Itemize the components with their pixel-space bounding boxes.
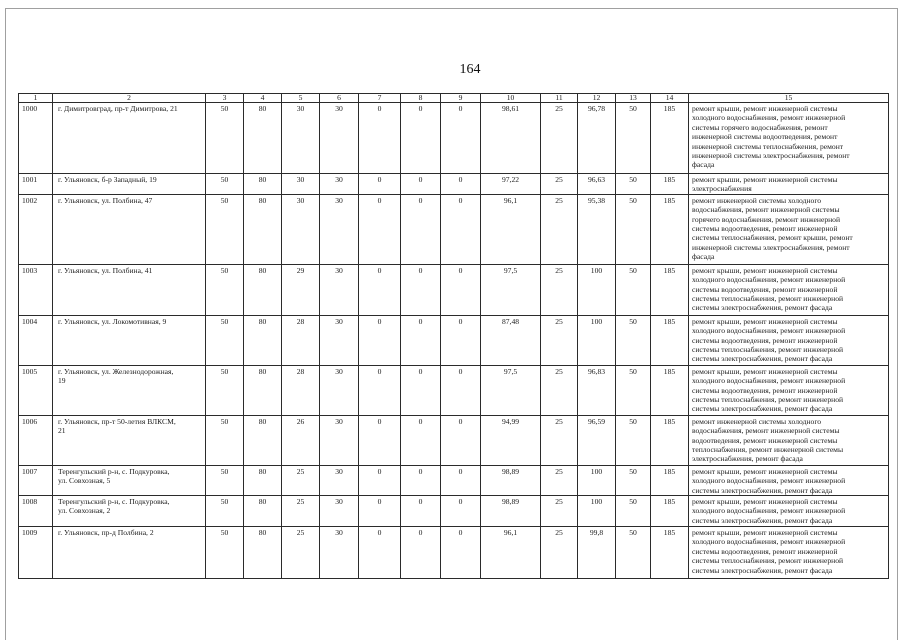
value-cell: 96,1	[481, 527, 541, 579]
table-row	[19, 103, 889, 174]
table-row	[19, 194, 889, 264]
table-row	[19, 527, 889, 579]
row-number-cell: 1007	[19, 465, 53, 495]
value-cell: 25	[541, 527, 578, 579]
row-number-cell: 1008	[19, 496, 53, 527]
value-cell: 50	[206, 365, 244, 415]
value-cell: 0	[401, 174, 441, 195]
table-row	[19, 264, 889, 315]
value-cell: 50	[616, 315, 651, 365]
value-cell: 30	[282, 194, 320, 264]
value-cell: 0	[441, 174, 481, 195]
row-number-cell: 1003	[19, 264, 53, 315]
row-number-cell: 1001	[19, 174, 53, 195]
value-cell: 80	[244, 315, 282, 365]
value-cell: 80	[244, 496, 282, 527]
value-cell: 50	[616, 264, 651, 315]
value-cell: 94,99	[481, 415, 541, 465]
value-cell: 99,8	[578, 527, 616, 579]
header-cell: 13	[616, 94, 651, 103]
value-cell: 0	[359, 365, 401, 415]
value-cell: 96,1	[481, 194, 541, 264]
value-cell: 96,78	[578, 103, 616, 174]
value-cell: 96,59	[578, 415, 616, 465]
data-table	[18, 93, 889, 579]
row-number-cell: 1005	[19, 365, 53, 415]
works-cell: ремонт крыши, ремонт инженерной системы холодного водоснабжения, ремонт инженерной системы водоотведения, ремонт инженерной системы теплоснабжения, ремонт инженерной системы электроснабжения, ремонт фасада	[689, 365, 889, 415]
value-cell: 50	[206, 465, 244, 495]
value-cell: 100	[578, 264, 616, 315]
value-cell: 0	[359, 496, 401, 527]
address-cell: Теренгульский р-н, с. Подкуровка, ул. Совхозная, 5	[53, 465, 206, 495]
value-cell: 25	[541, 315, 578, 365]
value-cell: 25	[541, 365, 578, 415]
address-cell: г. Ульяновск, ул. Полбина, 47	[53, 194, 206, 264]
header-cell: 7	[359, 94, 401, 103]
value-cell: 25	[541, 264, 578, 315]
works-cell: ремонт инженерной системы холодного водоснабжения, ремонт инженерной системы водоотведения, ремонт инженерной системы теплоснабжения, ремонт инженерной системы электроснабжения, ремонт фасада	[689, 415, 889, 465]
value-cell: 50	[616, 496, 651, 527]
value-cell: 50	[206, 527, 244, 579]
value-cell: 30	[320, 365, 359, 415]
row-number-cell: 1000	[19, 103, 53, 174]
value-cell: 80	[244, 465, 282, 495]
works-cell: ремонт крыши, ремонт инженерной системы электроснабжения	[689, 174, 889, 195]
works-cell: ремонт крыши, ремонт инженерной системы холодного водоснабжения, ремонт инженерной системы водоотведения, ремонт инженерной системы теплоснабжения, ремонт инженерной системы электроснабжения, ремонт фасада	[689, 315, 889, 365]
address-cell: Теренгульский р-н, с. Подкуровка, ул. Совхозная, 2	[53, 496, 206, 527]
value-cell: 0	[441, 496, 481, 527]
value-cell: 30	[320, 315, 359, 365]
address-cell: г. Ульяновск, ул. Железнодорожная, 19	[53, 365, 206, 415]
value-cell: 0	[359, 194, 401, 264]
value-cell: 80	[244, 264, 282, 315]
row-number-cell: 1006	[19, 415, 53, 465]
value-cell: 185	[651, 415, 689, 465]
header-cell: 14	[651, 94, 689, 103]
value-cell: 25	[282, 465, 320, 495]
value-cell: 50	[616, 194, 651, 264]
value-cell: 25	[541, 496, 578, 527]
value-cell: 96,83	[578, 365, 616, 415]
header-cell: 8	[401, 94, 441, 103]
works-cell: ремонт крыши, ремонт инженерной системы холодного водоснабжения, ремонт инженерной системы горячего водоснабжения, ремонт инженерной системы водоотведения, ремонт инженерной системы теплоснабжения, ремонт инженерной системы электроснабжения, ремонт фасада	[689, 103, 889, 174]
row-number-cell: 1004	[19, 315, 53, 365]
value-cell: 50	[206, 496, 244, 527]
value-cell: 50	[206, 315, 244, 365]
value-cell: 50	[616, 415, 651, 465]
header-cell: 3	[206, 94, 244, 103]
header-cell: 12	[578, 94, 616, 103]
value-cell: 30	[320, 174, 359, 195]
value-cell: 0	[441, 315, 481, 365]
row-number-cell: 1002	[19, 194, 53, 264]
value-cell: 50	[616, 103, 651, 174]
value-cell: 0	[441, 465, 481, 495]
value-cell: 80	[244, 103, 282, 174]
value-cell: 25	[282, 527, 320, 579]
value-cell: 0	[401, 415, 441, 465]
value-cell: 0	[441, 415, 481, 465]
header-cell: 6	[320, 94, 359, 103]
value-cell: 80	[244, 194, 282, 264]
value-cell: 97,22	[481, 174, 541, 195]
value-cell: 100	[578, 315, 616, 365]
value-cell: 185	[651, 264, 689, 315]
value-cell: 98,89	[481, 496, 541, 527]
value-cell: 0	[401, 365, 441, 415]
value-cell: 0	[401, 194, 441, 264]
value-cell: 96,63	[578, 174, 616, 195]
value-cell: 95,38	[578, 194, 616, 264]
value-cell: 185	[651, 174, 689, 195]
table-row	[19, 415, 889, 465]
value-cell: 185	[651, 315, 689, 365]
header-cell: 5	[282, 94, 320, 103]
value-cell: 98,89	[481, 465, 541, 495]
value-cell: 0	[441, 365, 481, 415]
value-cell: 0	[441, 194, 481, 264]
table-row	[19, 365, 889, 415]
header-cell: 2	[53, 94, 206, 103]
value-cell: 28	[282, 365, 320, 415]
value-cell: 50	[206, 415, 244, 465]
value-cell: 87,48	[481, 315, 541, 365]
works-cell: ремонт крыши, ремонт инженерной системы холодного водоснабжения, ремонт инженерной системы водоотведения, ремонт инженерной системы теплоснабжения, ремонт инженерной системы электроснабжения, ремонт фасада	[689, 264, 889, 315]
value-cell: 0	[359, 527, 401, 579]
value-cell: 0	[401, 103, 441, 174]
value-cell: 0	[441, 527, 481, 579]
value-cell: 0	[401, 315, 441, 365]
value-cell: 25	[541, 415, 578, 465]
value-cell: 29	[282, 264, 320, 315]
value-cell: 0	[359, 174, 401, 195]
value-cell: 0	[401, 496, 441, 527]
value-cell: 80	[244, 365, 282, 415]
value-cell: 26	[282, 415, 320, 465]
value-cell: 185	[651, 194, 689, 264]
value-cell: 30	[320, 465, 359, 495]
value-cell: 30	[282, 103, 320, 174]
works-cell: ремонт инженерной системы холодного водоснабжения, ремонт инженерной системы горячего водоснабжения, ремонт инженерной системы водоотведения, ремонт инженерной системы теплоснабжения, ремонт крыши, ремонт инженерной системы электроснабжения, ремонт фасада	[689, 194, 889, 264]
value-cell: 185	[651, 465, 689, 495]
value-cell: 30	[320, 527, 359, 579]
table-header-row	[19, 94, 889, 103]
value-cell: 30	[320, 264, 359, 315]
value-cell: 30	[282, 174, 320, 195]
value-cell: 97,5	[481, 365, 541, 415]
value-cell: 80	[244, 174, 282, 195]
value-cell: 30	[320, 194, 359, 264]
value-cell: 80	[244, 415, 282, 465]
value-cell: 50	[206, 103, 244, 174]
value-cell: 50	[616, 527, 651, 579]
value-cell: 50	[616, 174, 651, 195]
value-cell: 25	[541, 103, 578, 174]
address-cell: г. Димитровград, пр-т Димитрова, 21	[53, 103, 206, 174]
address-cell: г. Ульяновск, пр-т 50-летия ВЛКСМ, 21	[53, 415, 206, 465]
value-cell: 50	[206, 264, 244, 315]
works-cell: ремонт крыши, ремонт инженерной системы холодного водоснабжения, ремонт инженерной системы электроснабжения, ремонт фасада	[689, 465, 889, 495]
address-cell: г. Ульяновск, пр-д Полбина, 2	[53, 527, 206, 579]
value-cell: 0	[401, 264, 441, 315]
value-cell: 0	[401, 465, 441, 495]
value-cell: 50	[206, 194, 244, 264]
value-cell: 185	[651, 103, 689, 174]
value-cell: 25	[541, 194, 578, 264]
table-row	[19, 496, 889, 527]
value-cell: 50	[206, 174, 244, 195]
value-cell: 80	[244, 527, 282, 579]
value-cell: 25	[541, 465, 578, 495]
value-cell: 50	[616, 365, 651, 415]
value-cell: 0	[441, 103, 481, 174]
header-cell: 1	[19, 94, 53, 103]
header-cell: 9	[441, 94, 481, 103]
page-number: 164	[459, 62, 481, 77]
table-row	[19, 174, 889, 195]
value-cell: 30	[320, 103, 359, 174]
value-cell: 25	[282, 496, 320, 527]
header-cell: 11	[541, 94, 578, 103]
table-row	[19, 315, 889, 365]
value-cell: 97,5	[481, 264, 541, 315]
header-cell: 10	[481, 94, 541, 103]
value-cell: 185	[651, 527, 689, 579]
row-number-cell: 1009	[19, 527, 53, 579]
value-cell: 0	[441, 264, 481, 315]
address-cell: г. Ульяновск, ул. Полбина, 41	[53, 264, 206, 315]
works-cell: ремонт крыши, ремонт инженерной системы холодного водоснабжения, ремонт инженерной системы водоотведения, ремонт инженерной системы теплоснабжения, ремонт инженерной системы электроснабжения, ремонт фасада	[689, 527, 889, 579]
value-cell: 50	[616, 465, 651, 495]
value-cell: 28	[282, 315, 320, 365]
value-cell: 0	[359, 415, 401, 465]
value-cell: 98,61	[481, 103, 541, 174]
header-cell: 4	[244, 94, 282, 103]
value-cell: 0	[359, 264, 401, 315]
value-cell: 30	[320, 415, 359, 465]
value-cell: 25	[541, 174, 578, 195]
value-cell: 0	[359, 315, 401, 365]
value-cell: 185	[651, 496, 689, 527]
value-cell: 185	[651, 365, 689, 415]
header-cell: 15	[689, 94, 889, 103]
value-cell: 100	[578, 496, 616, 527]
address-cell: г. Ульяновск, б-р Западный, 19	[53, 174, 206, 195]
value-cell: 0	[359, 465, 401, 495]
value-cell: 30	[320, 496, 359, 527]
value-cell: 0	[401, 527, 441, 579]
works-cell: ремонт крыши, ремонт инженерной системы холодного водоснабжения, ремонт инженерной системы электроснабжения, ремонт фасада	[689, 496, 889, 527]
value-cell: 0	[359, 103, 401, 174]
value-cell: 100	[578, 465, 616, 495]
address-cell: г. Ульяновск, ул. Локомотивная, 9	[53, 315, 206, 365]
table-row	[19, 465, 889, 495]
